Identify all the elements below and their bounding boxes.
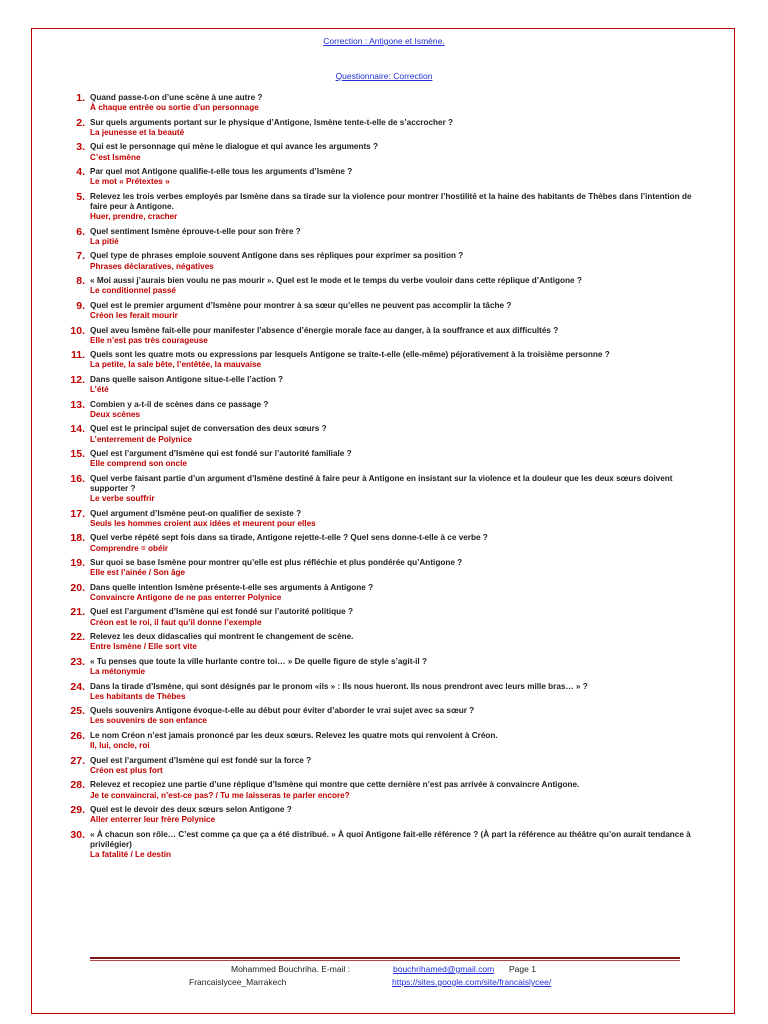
question-body xyxy=(90,93,700,113)
footer-divider-thick xyxy=(90,957,680,959)
question-number: 17. xyxy=(70,507,85,520)
question-answer: L’enterrement de Polynice xyxy=(90,434,192,444)
question-body xyxy=(90,607,700,627)
question-body xyxy=(90,375,700,395)
question-number: 4. xyxy=(76,166,85,179)
question-number: 29. xyxy=(70,804,85,817)
question-item xyxy=(60,449,700,469)
question-text: Quel est le premier argument d’Ismène pour montrer à sa sœur qu’elles ne peuvent pas accomplir la tâche ? xyxy=(90,300,512,310)
footer-url-link[interactable]: https://sites.google.com/site/francaislycee/ xyxy=(392,977,552,987)
question-body xyxy=(90,350,700,370)
question-item xyxy=(60,607,700,627)
question-text: Quel est l’argument d’Ismène qui est fondé sur l’autorité politique ? xyxy=(90,607,353,617)
question-item xyxy=(60,805,700,825)
question-item xyxy=(60,583,700,603)
question-item xyxy=(60,731,700,751)
title-dot: . xyxy=(442,36,445,46)
question-number: 12. xyxy=(70,373,85,386)
question-body xyxy=(90,118,700,138)
question-text: Qui est le personnage qui mène le dialogue et qui avance les arguments ? xyxy=(90,142,379,152)
question-answer: Le mot « Prétextes » xyxy=(90,177,170,187)
question-body xyxy=(90,400,700,420)
question-answer: Créon est plus fort xyxy=(90,765,163,775)
question-answer: Je te convaincrai, n’est-ce pas? / Tu me laisseras te parler encore? xyxy=(90,790,350,800)
question-item xyxy=(60,657,700,677)
question-answer: À chaque entrée ou sortie d’un personnage xyxy=(90,103,259,113)
question-answer: Comprendre = obéir xyxy=(90,543,169,553)
question-number: 25. xyxy=(70,705,85,718)
footer-page-number: Page 1 xyxy=(509,964,536,974)
question-number: 18. xyxy=(70,532,85,545)
question-item xyxy=(60,118,700,138)
question-body xyxy=(90,142,700,162)
question-answer: Aller enterrer leur frère Polynice xyxy=(90,815,216,825)
question-number: 24. xyxy=(70,680,85,693)
question-item xyxy=(60,780,700,800)
question-text: Le nom Créon n’est jamais prononcé par les deux sœurs. Relevez les quatre mots qui renvoient à Créon. xyxy=(90,730,498,740)
question-text: Dans quelle saison Antigone situe-t-elle l’action ? xyxy=(90,374,284,384)
question-body xyxy=(90,301,700,321)
question-text: Quels souvenirs Antigone évoque-t-elle au début pour éviter d’aborder le vrai sujet avec sa sœur ? xyxy=(90,706,475,716)
footer-divider-thin xyxy=(90,960,680,961)
question-answer: Elle est l’ainée / Son âge xyxy=(90,568,186,578)
question-answer: Convaincre Antigone de ne pas enterrer Polynice xyxy=(90,592,282,602)
question-number: 3. xyxy=(76,141,85,154)
question-item xyxy=(60,558,700,578)
question-body xyxy=(90,509,700,529)
question-item xyxy=(60,756,700,776)
question-item xyxy=(60,830,700,861)
question-text: Quel est l’argument d’Ismène qui est fondé sur l’autorité familiale ? xyxy=(90,449,352,459)
question-answer: Phrases déclaratives, négatives xyxy=(90,261,214,271)
question-number: 11. xyxy=(70,349,85,362)
question-answer: L’été xyxy=(90,385,109,395)
question-item xyxy=(60,192,700,223)
question-number: 19. xyxy=(70,557,85,570)
question-text: Quand passe-t-on d’une scène à une autre ? xyxy=(90,93,263,102)
question-answer: Les habitants de Thèbes xyxy=(90,691,186,701)
question-number: 13. xyxy=(70,398,85,411)
question-answer: Le conditionnel passé xyxy=(90,286,176,296)
question-text: Quel verbe répété sept fois dans sa tirade, Antigone rejette-t-elle ? Quel sens donne-t-elle à ce verbe ? xyxy=(90,533,488,543)
question-body xyxy=(90,780,700,800)
question-answer: Créon les ferait mourir xyxy=(90,311,178,321)
question-number: 2. xyxy=(76,116,85,129)
question-body xyxy=(90,830,700,861)
question-item xyxy=(60,706,700,726)
question-number: 7. xyxy=(76,250,85,263)
question-text: Par quel mot Antigone qualifie-t-elle tous les arguments d’Ismène ? xyxy=(90,167,353,177)
question-body xyxy=(90,227,700,247)
question-number: 5. xyxy=(76,190,85,203)
question-answer: La pitié xyxy=(90,236,119,246)
question-text: Quel argument d’Ismène peut-on qualifier de sexiste ? xyxy=(90,508,302,518)
question-answer: Les souvenirs de son enfance xyxy=(90,716,207,726)
question-answer: Le verbe souffrir xyxy=(90,494,155,504)
question-number: 9. xyxy=(76,299,85,312)
question-number: 27. xyxy=(70,754,85,767)
question-number: 16. xyxy=(70,472,85,485)
question-text: « À chacun son rôle… C’est comme ça que ça a été distribué. » À quoi Antigone fait-elle référence ? (À part la référence au théâtre qu’on aurait tendance à privilégier) xyxy=(90,829,691,849)
question-item xyxy=(60,533,700,553)
question-answer: Huer, prendre, cracher xyxy=(90,212,178,222)
question-number: 6. xyxy=(76,225,85,238)
question-body xyxy=(90,276,700,296)
question-text: Combien y a-t-il de scènes dans ce passage ? xyxy=(90,399,269,409)
question-text: « Moi aussi j’aurais bien voulu ne pas mourir ». Quel est le mode et le temps du verbe vouloir dans cette réplique d’Antigone ? xyxy=(90,276,582,286)
question-item xyxy=(60,375,700,395)
question-number: 28. xyxy=(70,779,85,792)
question-item xyxy=(60,251,700,271)
question-item xyxy=(60,326,700,346)
title-link[interactable]: Correction : Antigone et Ismène xyxy=(323,36,443,46)
question-body xyxy=(90,706,700,726)
question-answer: Il, lui, oncle, roi xyxy=(90,741,150,751)
question-item xyxy=(60,142,700,162)
question-text: Dans la tirade d’Ismène, qui sont désignés par le pronom «ils » : Ils nous hueront. Ils nous prendront avec leurs mille bras… » ? xyxy=(90,681,588,691)
question-answer: Elle comprend son oncle xyxy=(90,459,187,469)
question-number: 1. xyxy=(76,92,85,104)
footer-email-link[interactable]: bouchrihamed@gmail.com xyxy=(393,964,495,974)
question-text: Quel est le devoir des deux sœurs selon Antigone ? xyxy=(90,805,292,815)
question-number: 8. xyxy=(76,275,85,288)
document-title xyxy=(0,36,768,46)
question-number: 15. xyxy=(70,448,85,461)
question-text: Quel sentiment Ismène éprouve-t-elle pour son frère ? xyxy=(90,226,301,236)
question-number: 26. xyxy=(70,729,85,742)
question-item xyxy=(60,474,700,505)
question-text: Quels sont les quatre mots ou expressions par lesquels Antigone se traite-t-elle (elle-même) péjorativement à la troisième personne ? xyxy=(90,350,610,360)
question-number: 21. xyxy=(70,606,85,619)
question-body xyxy=(90,583,700,603)
question-number: 10. xyxy=(70,324,85,337)
question-text: Dans quelle intention Ismène présente-t-elle ses arguments à Antigone ? xyxy=(90,582,374,592)
question-text: Quel type de phrases emploie souvent Antigone dans ses répliques pour exprimer sa position ? xyxy=(90,251,464,261)
question-answer: Entre Ismène / Elle sort vite xyxy=(90,642,197,652)
question-answer: La fatalité / Le destin xyxy=(90,850,171,860)
footer-site-name: Francaislycee_Marrakech xyxy=(189,977,287,987)
question-body xyxy=(90,449,700,469)
question-body xyxy=(90,632,700,652)
question-item xyxy=(60,350,700,370)
question-body xyxy=(90,756,700,776)
question-answer: Créon est le roi, il faut qu’il donne l’exemple xyxy=(90,617,262,627)
question-item xyxy=(60,227,700,247)
question-body xyxy=(90,251,700,271)
question-body xyxy=(90,192,700,223)
question-answer: Elle n’est pas très courageuse xyxy=(90,335,208,345)
question-text: Quel est le principal sujet de conversation des deux sœurs ? xyxy=(90,424,327,434)
question-body xyxy=(90,326,700,346)
question-number: 14. xyxy=(70,423,85,436)
question-body xyxy=(90,474,700,505)
question-text: Relevez les deux didascalies qui montrent le changement de scène. xyxy=(90,632,354,642)
question-body xyxy=(90,558,700,578)
question-text: Quel verbe faisant partie d’un argument d’Ismène destiné à faire peur à Antigone en insistant sur la violence et la douleur que les deux sœurs doivent supporter ? xyxy=(90,473,673,493)
question-body xyxy=(90,731,700,751)
questionnaire-subtitle[interactable]: Questionnaire: Correction xyxy=(335,71,433,81)
question-answer: Deux scènes xyxy=(90,409,141,419)
question-text: Quel est l’argument d’Ismène qui est fondé sur la force ? xyxy=(90,755,312,765)
question-answer: La petite, la sale bête, l’entêtée, la mauvaise xyxy=(90,360,262,370)
question-item xyxy=(60,632,700,652)
question-body xyxy=(90,167,700,187)
question-text: « Tu penses que toute la ville hurlante contre toi… » De quelle figure de style s’agit-il ? xyxy=(90,656,427,666)
question-text: Quel aveu Ismène fait-elle pour manifester l’absence d’énergie morale face au danger, à la souffrance et aux difficultés ? xyxy=(90,325,559,335)
question-item xyxy=(60,424,700,444)
question-text: Sur quoi se base Ismène pour montrer qu’elle est plus réfléchie et plus pondérée qu’Antigone ? xyxy=(90,558,463,568)
question-item xyxy=(60,301,700,321)
question-item xyxy=(60,509,700,529)
question-number: 22. xyxy=(70,631,85,644)
question-item xyxy=(60,400,700,420)
question-body xyxy=(90,682,700,702)
footer-author: Mohammed Bouchriha. E-mail : xyxy=(231,964,351,974)
question-body xyxy=(90,805,700,825)
question-body xyxy=(90,424,700,444)
question-number: 23. xyxy=(70,655,85,668)
question-item xyxy=(60,276,700,296)
question-answer: Seuls les hommes croient aux idées et meurent pour elles xyxy=(90,518,316,528)
question-body xyxy=(90,533,700,553)
question-answer: La métonymie xyxy=(90,667,146,677)
question-item xyxy=(60,167,700,187)
question-body xyxy=(90,657,700,677)
questions-list xyxy=(60,93,700,865)
question-answer: C’est Ismène xyxy=(90,152,141,162)
question-text: Sur quels arguments portant sur le physique d’Antigone, Ismène tente-t-elle de s’accrocher ? xyxy=(90,117,454,127)
question-item xyxy=(60,93,700,113)
question-answer: La jeunesse et la beauté xyxy=(90,127,185,137)
question-number: 20. xyxy=(70,581,85,594)
question-text: Relevez et recopiez une partie d’une réplique d’Ismène qui montre que cette dernière n’est pas arrivée à convaincre Antigone. xyxy=(90,780,580,790)
question-item xyxy=(60,682,700,702)
question-text: Relevez les trois verbes employés par Ismène dans sa tirade sur la violence pour montrer l’hostilité et la haine des habitants de Thèbes dans l’intention de faire peur à Antigone. xyxy=(90,191,692,212)
question-number: 30. xyxy=(70,828,85,841)
